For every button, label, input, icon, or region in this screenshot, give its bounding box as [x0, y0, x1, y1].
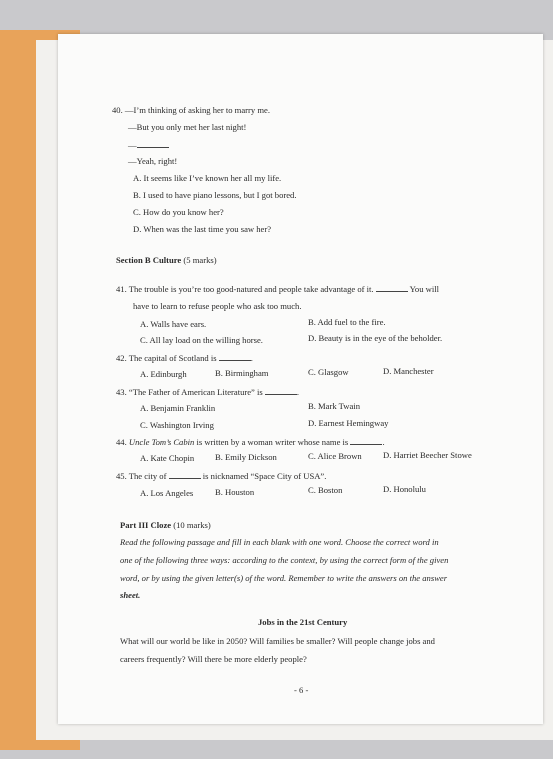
q45-option-c: C. Boston — [308, 485, 343, 495]
q41-option-d: D. Beauty is in the eye of the beholder. — [308, 333, 443, 343]
q44-option-a: A. Kate Chopin — [140, 453, 195, 463]
section-b-heading: Section B Culture (5 marks) — [116, 255, 217, 265]
part3-instructions-1: Read the following passage and fill in each blank with one word. Choose the correct word in — [120, 537, 439, 547]
part3-heading: Part III Cloze (10 marks) — [120, 520, 211, 530]
q40-option-a: A. It seems like I’ve known her all my life. — [133, 173, 282, 183]
passage-title: Jobs in the 21st Century — [258, 617, 348, 627]
passage-line-1: What will our world be like in 2050? Will families be smaller? Will people change jobs and — [120, 636, 435, 646]
q40-line4: —Yeah, right! — [128, 156, 178, 166]
passage-line-2: careers frequently? Will there be more elderly people? — [120, 654, 307, 664]
q42-option-b: B. Birmingham — [215, 368, 269, 378]
q42-option-d: D. Manchester — [383, 366, 434, 376]
q44-stem: 44. Uncle Tom’s Cabin is written by a woman writer whose name is . — [116, 437, 385, 447]
part3-instructions-3: word, or by using the given letter(s) of the word. Remember to write the answers on the answer — [120, 573, 448, 583]
q42-option-a: A. Edinburgh — [140, 369, 187, 379]
q43-option-a: A. Benjamin Franklin — [140, 403, 216, 413]
q41-stem-cont: have to learn to refuse people who ask too much. — [133, 301, 302, 311]
q42-stem: 42. The capital of Scotland is . — [116, 353, 253, 363]
q41-stem: 41. The trouble is you’re too good-natured and people take advantage of it. You will — [116, 284, 440, 294]
q45-option-b: B. Houston — [215, 487, 255, 497]
part3-instructions-4: sheet. — [120, 590, 141, 600]
q44-option-d: D. Harriet Beecher Stowe — [383, 450, 472, 460]
q42-option-c: C. Glasgow — [308, 367, 349, 377]
q40-line2: —But you only met her last night! — [128, 122, 247, 132]
q40-option-d: D. When was the last time you saw her? — [133, 224, 272, 234]
q41-option-b: B. Add fuel to the fire. — [308, 317, 386, 327]
q43-option-b: B. Mark Twain — [308, 401, 360, 411]
q40-stem: 40. —I’m thinking of asking her to marry me. — [112, 105, 270, 115]
q40-option-b: B. I used to have piano lessons, but I got bored. — [133, 190, 297, 200]
q43-stem: 43. “The Father of American Literature” is . — [116, 387, 300, 397]
q40-option-c: C. How do you know her? — [133, 207, 224, 217]
q43-option-c: C. Washington Irving — [140, 420, 214, 430]
q41-option-a: A. Walls have ears. — [140, 319, 207, 329]
q43-option-d: D. Earnest Hemingway — [308, 418, 389, 428]
q44-option-c: C. Alice Brown — [308, 451, 362, 461]
part3-instructions-2: one of the following three ways: according to the context, by using the correct form of the given — [120, 555, 449, 565]
q45-option-d: D. Honolulu — [383, 484, 426, 494]
q45-option-a: A. Los Angeles — [140, 488, 194, 498]
q41-option-c: C. All lay load on the willing horse. — [140, 335, 263, 345]
exam-page — [58, 34, 543, 724]
page-number: - 6 - — [294, 685, 309, 695]
q45-stem: 45. The city of is nicknamed “Space City of USA”. — [116, 471, 327, 481]
q40-answer-blank: — — [128, 140, 169, 150]
q44-option-b: B. Emily Dickson — [215, 452, 277, 462]
